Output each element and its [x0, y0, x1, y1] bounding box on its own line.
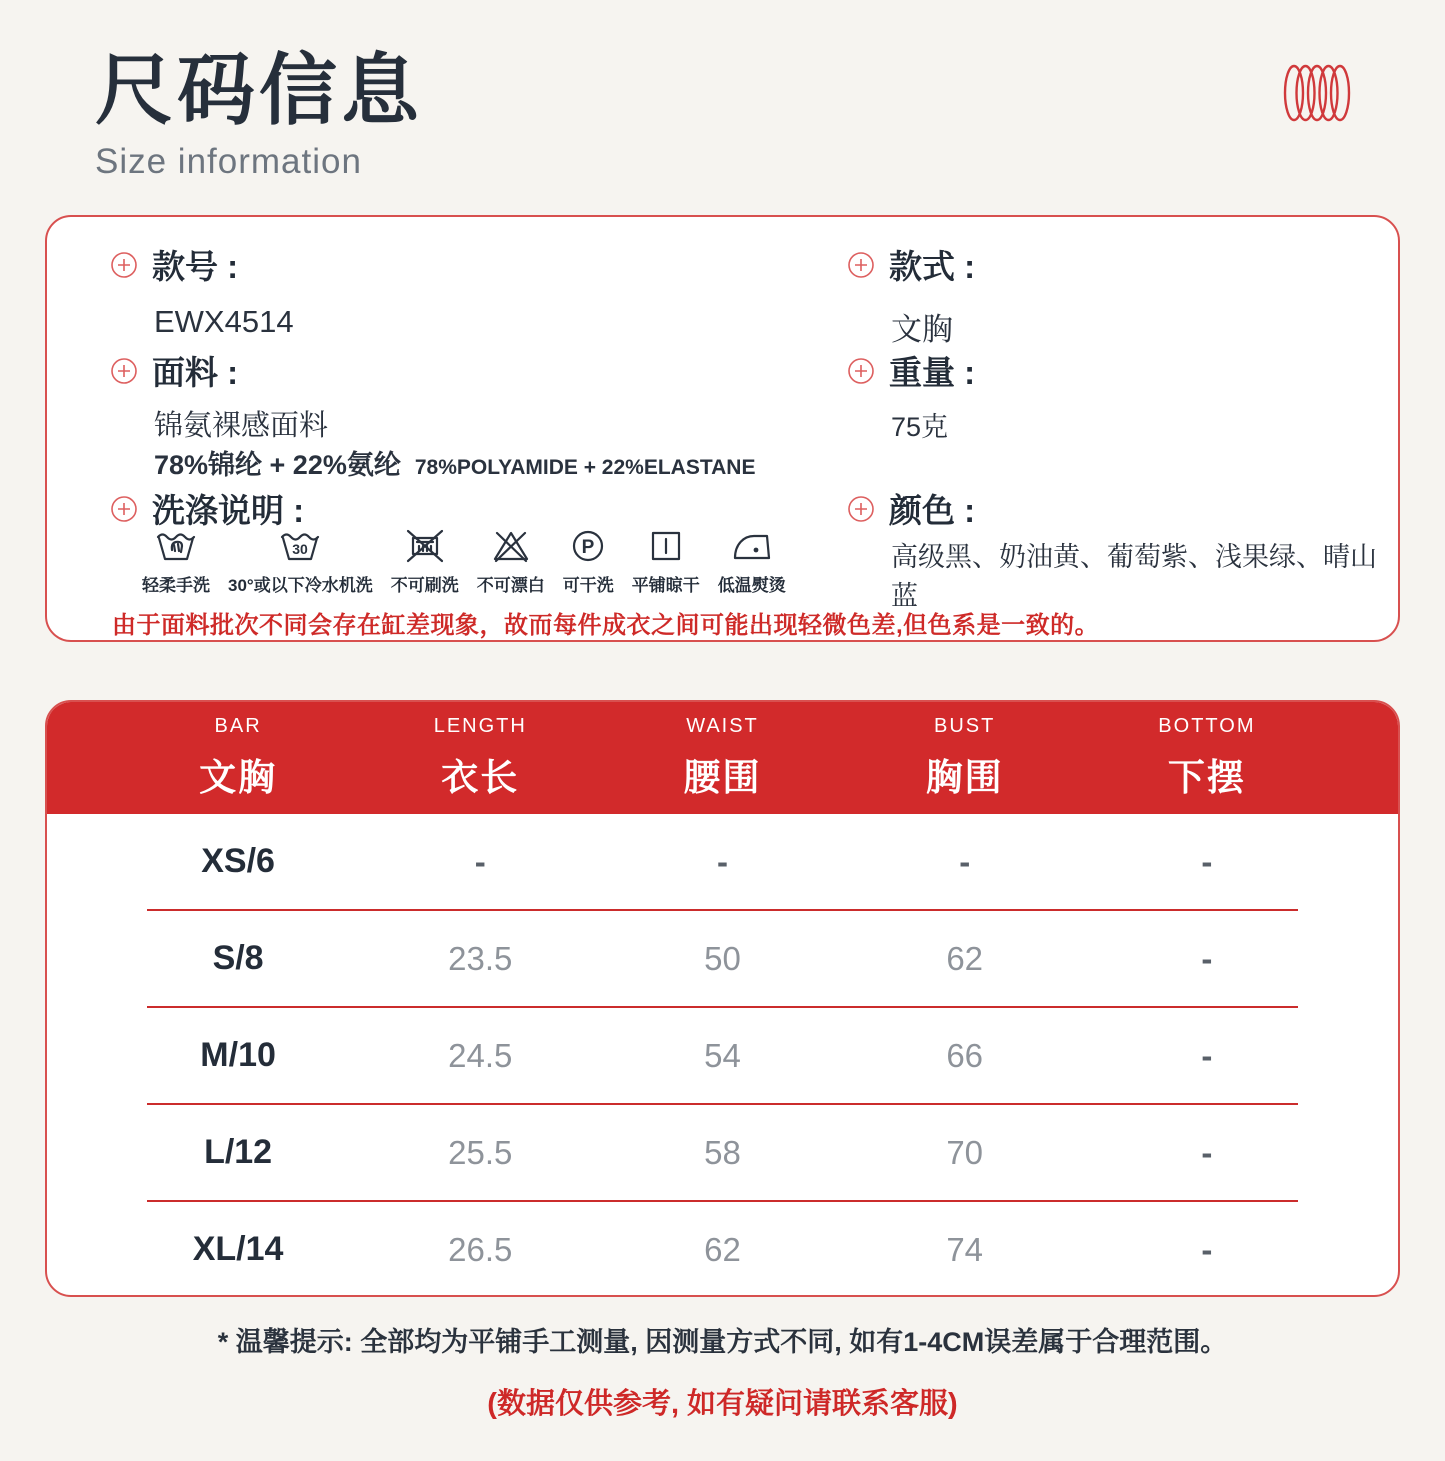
- waist-cell: 54: [704, 1036, 741, 1074]
- column-en: BOTTOM: [1158, 715, 1256, 737]
- product-info-card: [45, 215, 1400, 642]
- column-en: WAIST: [686, 715, 759, 737]
- fabric-dye-note: 由于面料批次不同会存在缸差现象，故而每件成衣之间可能出现轻微色差,但色系是一致的。: [112, 612, 1100, 639]
- bottom-cell: -: [1201, 1036, 1213, 1074]
- size-cell: S/8: [212, 939, 264, 977]
- composition-en: 78%POLYAMIDE + 22%ELASTANE: [414, 456, 756, 479]
- bust-cell: 74: [946, 1230, 984, 1268]
- field-style: [847, 241, 975, 288]
- column-en: LENGTH: [433, 715, 527, 737]
- waist-cell: 62: [704, 1230, 741, 1268]
- length-cell: 26.5: [448, 1230, 513, 1268]
- wash-item-label: 轻柔手洗: [142, 576, 210, 595]
- coil-icon: [1281, 60, 1353, 126]
- field-colors: [847, 485, 975, 532]
- weight-label: 重量 :: [889, 354, 976, 391]
- dry-flat-icon: [644, 525, 688, 567]
- table-row: [47, 1105, 1398, 1200]
- page-header: [95, 46, 424, 182]
- length-cell: -: [474, 842, 486, 880]
- wash-item-label: 30°或以下冷水机洗: [228, 576, 373, 595]
- length-cell: 25.5: [448, 1133, 513, 1171]
- column-en: BUST: [934, 715, 996, 737]
- wash-item: [718, 525, 786, 596]
- colors-value: 高级黑、奶油黄、葡萄紫、浅果绿、晴山蓝: [891, 542, 1377, 611]
- wash-label: 洗涤说明 :: [152, 492, 305, 529]
- waist-cell: 58: [704, 1133, 741, 1171]
- waist-cell: 50: [704, 939, 741, 977]
- column-cn: 文胸: [199, 757, 278, 798]
- wash-item: [632, 525, 700, 596]
- wash-item: [391, 525, 459, 596]
- bust-cell: 70: [946, 1133, 984, 1171]
- page-title: 尺码信息: [95, 46, 424, 134]
- field-fabric: [110, 347, 238, 394]
- waist-cell: -: [716, 842, 728, 880]
- wash-icons-row: [142, 525, 786, 596]
- wash-item-label: 平铺晾干: [631, 576, 700, 595]
- style-value: 文胸: [891, 312, 953, 347]
- wash-item-label: 低温熨烫: [717, 576, 786, 595]
- wash-item-label: 可干洗: [562, 576, 614, 595]
- bust-cell: 66: [946, 1036, 984, 1074]
- footer-notes: [0, 1320, 1445, 1422]
- bottom-cell: -: [1201, 842, 1213, 880]
- column-header-waist: [601, 715, 843, 801]
- fabric-composition: [154, 443, 755, 482]
- weight-value: 75克: [891, 412, 949, 442]
- size-cell: L/12: [204, 1133, 273, 1171]
- size-cell: XS/6: [201, 842, 275, 880]
- size-table: [45, 700, 1400, 1297]
- svg-text:P: P: [581, 537, 595, 558]
- column-header-bar: [117, 715, 359, 801]
- plus-icon: [110, 357, 138, 385]
- no-bleach-icon: [489, 525, 533, 567]
- no-scrub-icon: [403, 525, 447, 567]
- hand-wash-icon: [154, 525, 198, 567]
- style-label: 款式 :: [889, 248, 976, 285]
- wash-item: [228, 525, 373, 596]
- wash-item-label: 不可漂白: [476, 576, 545, 595]
- table-row: [47, 1008, 1398, 1103]
- size-table-header: [47, 702, 1398, 814]
- size-cell: M/10: [200, 1036, 276, 1074]
- column-cn: 胸围: [925, 757, 1004, 798]
- table-row: [47, 1202, 1398, 1297]
- column-header-bust: [844, 715, 1086, 801]
- bust-cell: 62: [946, 939, 984, 977]
- svg-text:30: 30: [292, 541, 309, 557]
- column-cn: 下摆: [1167, 757, 1246, 798]
- plus-icon: [110, 251, 138, 279]
- table-row: [47, 814, 1398, 909]
- column-en: BAR: [214, 715, 262, 737]
- bottom-cell: -: [1201, 1230, 1213, 1268]
- colors-label: 颜色 :: [889, 492, 976, 529]
- measurement-tip: * 温馨提示: 全部均为平铺手工测量, 因测量方式不同, 如有1-4CM误差属于合理范围。: [217, 1327, 1228, 1357]
- machine-wash-30-icon: [278, 525, 322, 567]
- plus-icon: [110, 495, 138, 523]
- column-cn: 腰围: [683, 757, 762, 798]
- low-iron-icon: [730, 525, 774, 567]
- wash-item: [477, 525, 545, 596]
- length-cell: 24.5: [448, 1036, 513, 1074]
- column-header-bottom: [1086, 715, 1328, 801]
- page-subtitle: Size information: [95, 141, 362, 181]
- model-value: EWX4514: [154, 304, 294, 339]
- fabric-label: 面料 :: [152, 354, 239, 391]
- fabric-value: 锦氨裸感面料: [154, 410, 329, 442]
- column-header-length: [359, 715, 601, 801]
- bust-cell: -: [959, 842, 971, 880]
- composition-cn: 78%锦纶 + 22%氨纶: [154, 450, 401, 480]
- plus-icon: [847, 495, 875, 523]
- wash-item-label: 不可刷洗: [390, 576, 459, 595]
- wash-item: [142, 525, 210, 596]
- table-row: [47, 911, 1398, 1006]
- plus-icon: [847, 251, 875, 279]
- reference-note: (数据仅供参考, 如有疑问请联系客服): [487, 1388, 958, 1420]
- wash-item: [563, 525, 614, 596]
- column-cn: 衣长: [441, 757, 520, 798]
- dry-clean-icon: [566, 525, 610, 567]
- bottom-cell: -: [1201, 939, 1213, 977]
- bottom-cell: -: [1201, 1133, 1213, 1171]
- field-model: [110, 241, 238, 288]
- model-label: 款号 :: [152, 248, 239, 285]
- length-cell: 23.5: [448, 939, 513, 977]
- plus-icon: [847, 357, 875, 385]
- field-weight: [847, 347, 975, 394]
- size-cell: XL/14: [192, 1230, 284, 1268]
